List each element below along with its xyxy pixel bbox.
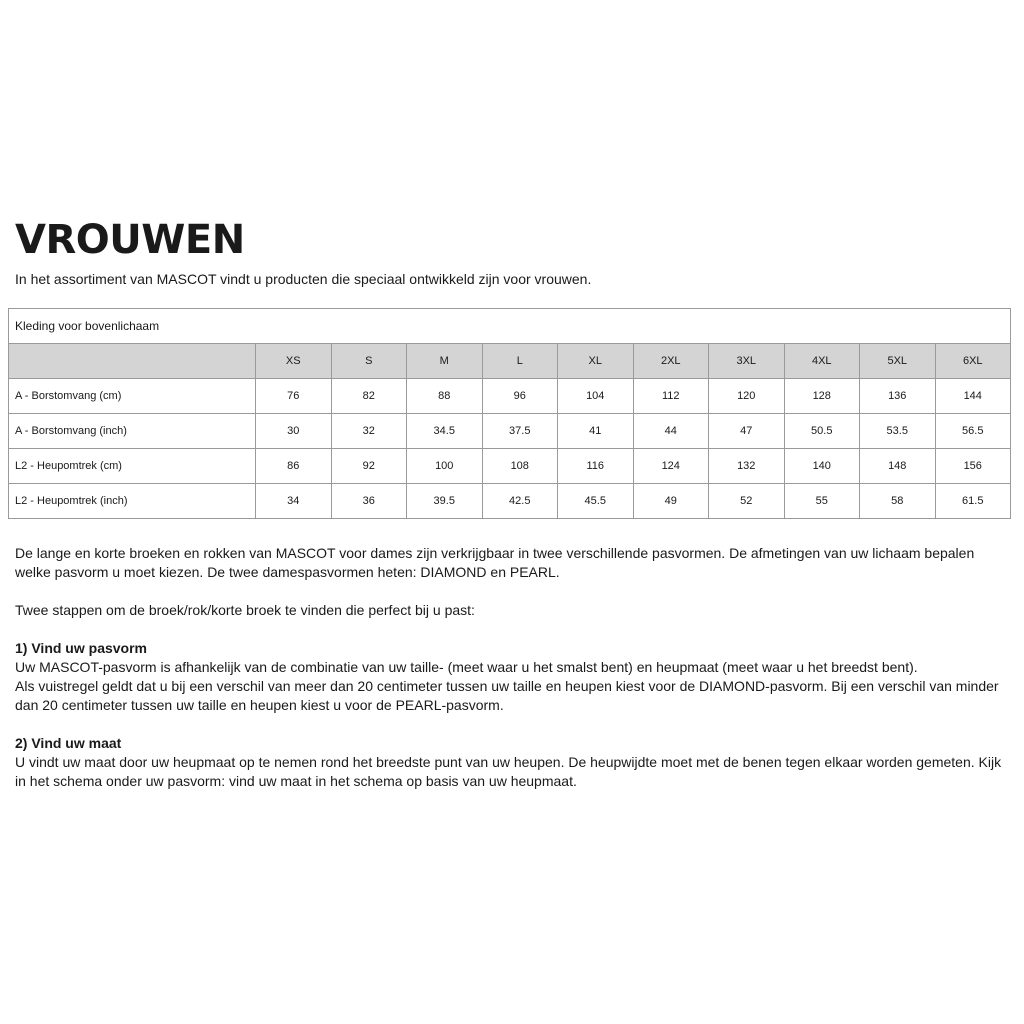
table-cell: 140	[784, 449, 860, 484]
table-cell: 100	[407, 449, 483, 484]
table-row	[9, 379, 1011, 414]
page-title: VROUWEN	[15, 217, 245, 263]
table-cell: 112	[633, 379, 709, 414]
table-cell: 92	[331, 449, 407, 484]
table-cell: 37.5	[482, 414, 558, 449]
table-cell: 148	[860, 449, 936, 484]
table-cell: 108	[482, 449, 558, 484]
step-1-heading: 1) Vind uw pasvorm	[15, 640, 147, 656]
table-cell: 44	[633, 414, 709, 449]
size-header: M	[407, 344, 483, 379]
table-row	[9, 414, 1011, 449]
fit-intro-paragraph: De lange en korte broeken en rokken van MASCOT voor dames zijn verkrijgbaar in twee verschillende pasvormen. De afmetingen van uw lichaam bepalen welke pasvorm u moet kiezen. De twee damespasvormen heten: DIAMOND en PEARL.	[15, 545, 975, 580]
table-cell: 124	[633, 449, 709, 484]
table-cell: 116	[558, 449, 634, 484]
table-cell: 144	[935, 379, 1011, 414]
table-row	[9, 449, 1011, 484]
table-cell: 58	[860, 484, 936, 519]
table-cell: 86	[256, 449, 332, 484]
table-cell: 61.5	[935, 484, 1011, 519]
size-header: 4XL	[784, 344, 860, 379]
table-cell: 32	[331, 414, 407, 449]
table-cell: 104	[558, 379, 634, 414]
table-cell: 120	[709, 379, 785, 414]
table-row	[9, 484, 1011, 519]
table-cell: 49	[633, 484, 709, 519]
table-cell: 34	[256, 484, 332, 519]
table-caption-row	[9, 309, 1011, 344]
table-cell: 76	[256, 379, 332, 414]
table-cell: 39.5	[407, 484, 483, 519]
table-cell: 50.5	[784, 414, 860, 449]
size-header: 5XL	[860, 344, 936, 379]
row-label: L2 - Heupomtrek (inch)	[9, 484, 256, 519]
header-empty-cell	[9, 344, 256, 379]
table-cell: 96	[482, 379, 558, 414]
table-cell: 156	[935, 449, 1011, 484]
size-table	[8, 308, 1011, 519]
table-cell: 36	[331, 484, 407, 519]
table-cell: 132	[709, 449, 785, 484]
table-cell: 136	[860, 379, 936, 414]
row-label: L2 - Heupomtrek (cm)	[9, 449, 256, 484]
body-text	[15, 544, 1010, 791]
step-1-rule-text: Als vuistregel geldt dat u bij een verschil van meer dan 20 centimeter tussen uw taille en heupen kiest voor de DIAMOND-pasvorm. Bij een verschil van minder dan 20 centimeter tussen uw taille en heupen kiest u voor de PEARL-pasvorm.	[15, 678, 999, 713]
size-header: XL	[558, 344, 634, 379]
table-caption: Kleding voor bovenlichaam	[9, 309, 1011, 344]
row-label: A - Borstomvang (inch)	[9, 414, 256, 449]
table-cell: 47	[709, 414, 785, 449]
size-header: L	[482, 344, 558, 379]
size-header: 2XL	[633, 344, 709, 379]
row-label: A - Borstomvang (cm)	[9, 379, 256, 414]
table-cell: 34.5	[407, 414, 483, 449]
spacer	[15, 620, 1010, 639]
steps-intro-paragraph: Twee stappen om de broek/rok/korte broek te vinden die perfect bij u past:	[15, 602, 475, 618]
table-cell: 56.5	[935, 414, 1011, 449]
size-header: 3XL	[709, 344, 785, 379]
table-cell: 128	[784, 379, 860, 414]
table-cell: 53.5	[860, 414, 936, 449]
size-header: 6XL	[935, 344, 1011, 379]
table-cell: 82	[331, 379, 407, 414]
spacer	[15, 715, 1010, 734]
table-cell: 88	[407, 379, 483, 414]
size-header: S	[331, 344, 407, 379]
size-header: XS	[256, 344, 332, 379]
table-cell: 30	[256, 414, 332, 449]
spacer	[15, 582, 1010, 601]
table-cell: 42.5	[482, 484, 558, 519]
step-2-text: U vindt uw maat door uw heupmaat op te nemen rond het breedste punt van uw heupen. De heupwijdte moet met de benen tegen elkaar worden gemeten. Kijk in het schema onder uw pasvorm: vind uw maat in het schema op basis van uw heupmaat.	[15, 754, 1002, 789]
table-header-row	[9, 344, 1011, 379]
table-cell: 41	[558, 414, 634, 449]
step-2-heading: 2) Vind uw maat	[15, 735, 122, 751]
intro-text: In het assortiment van MASCOT vindt u producten die speciaal ontwikkeld zijn voor vrouwen.	[15, 271, 592, 287]
table-cell: 45.5	[558, 484, 634, 519]
table-cell: 52	[709, 484, 785, 519]
table-cell: 55	[784, 484, 860, 519]
step-1-text: Uw MASCOT-pasvorm is afhankelijk van de combinatie van uw taille- (meet waar u het smalst bent) en heupmaat (meet waar u het breedst bent).	[15, 659, 918, 675]
